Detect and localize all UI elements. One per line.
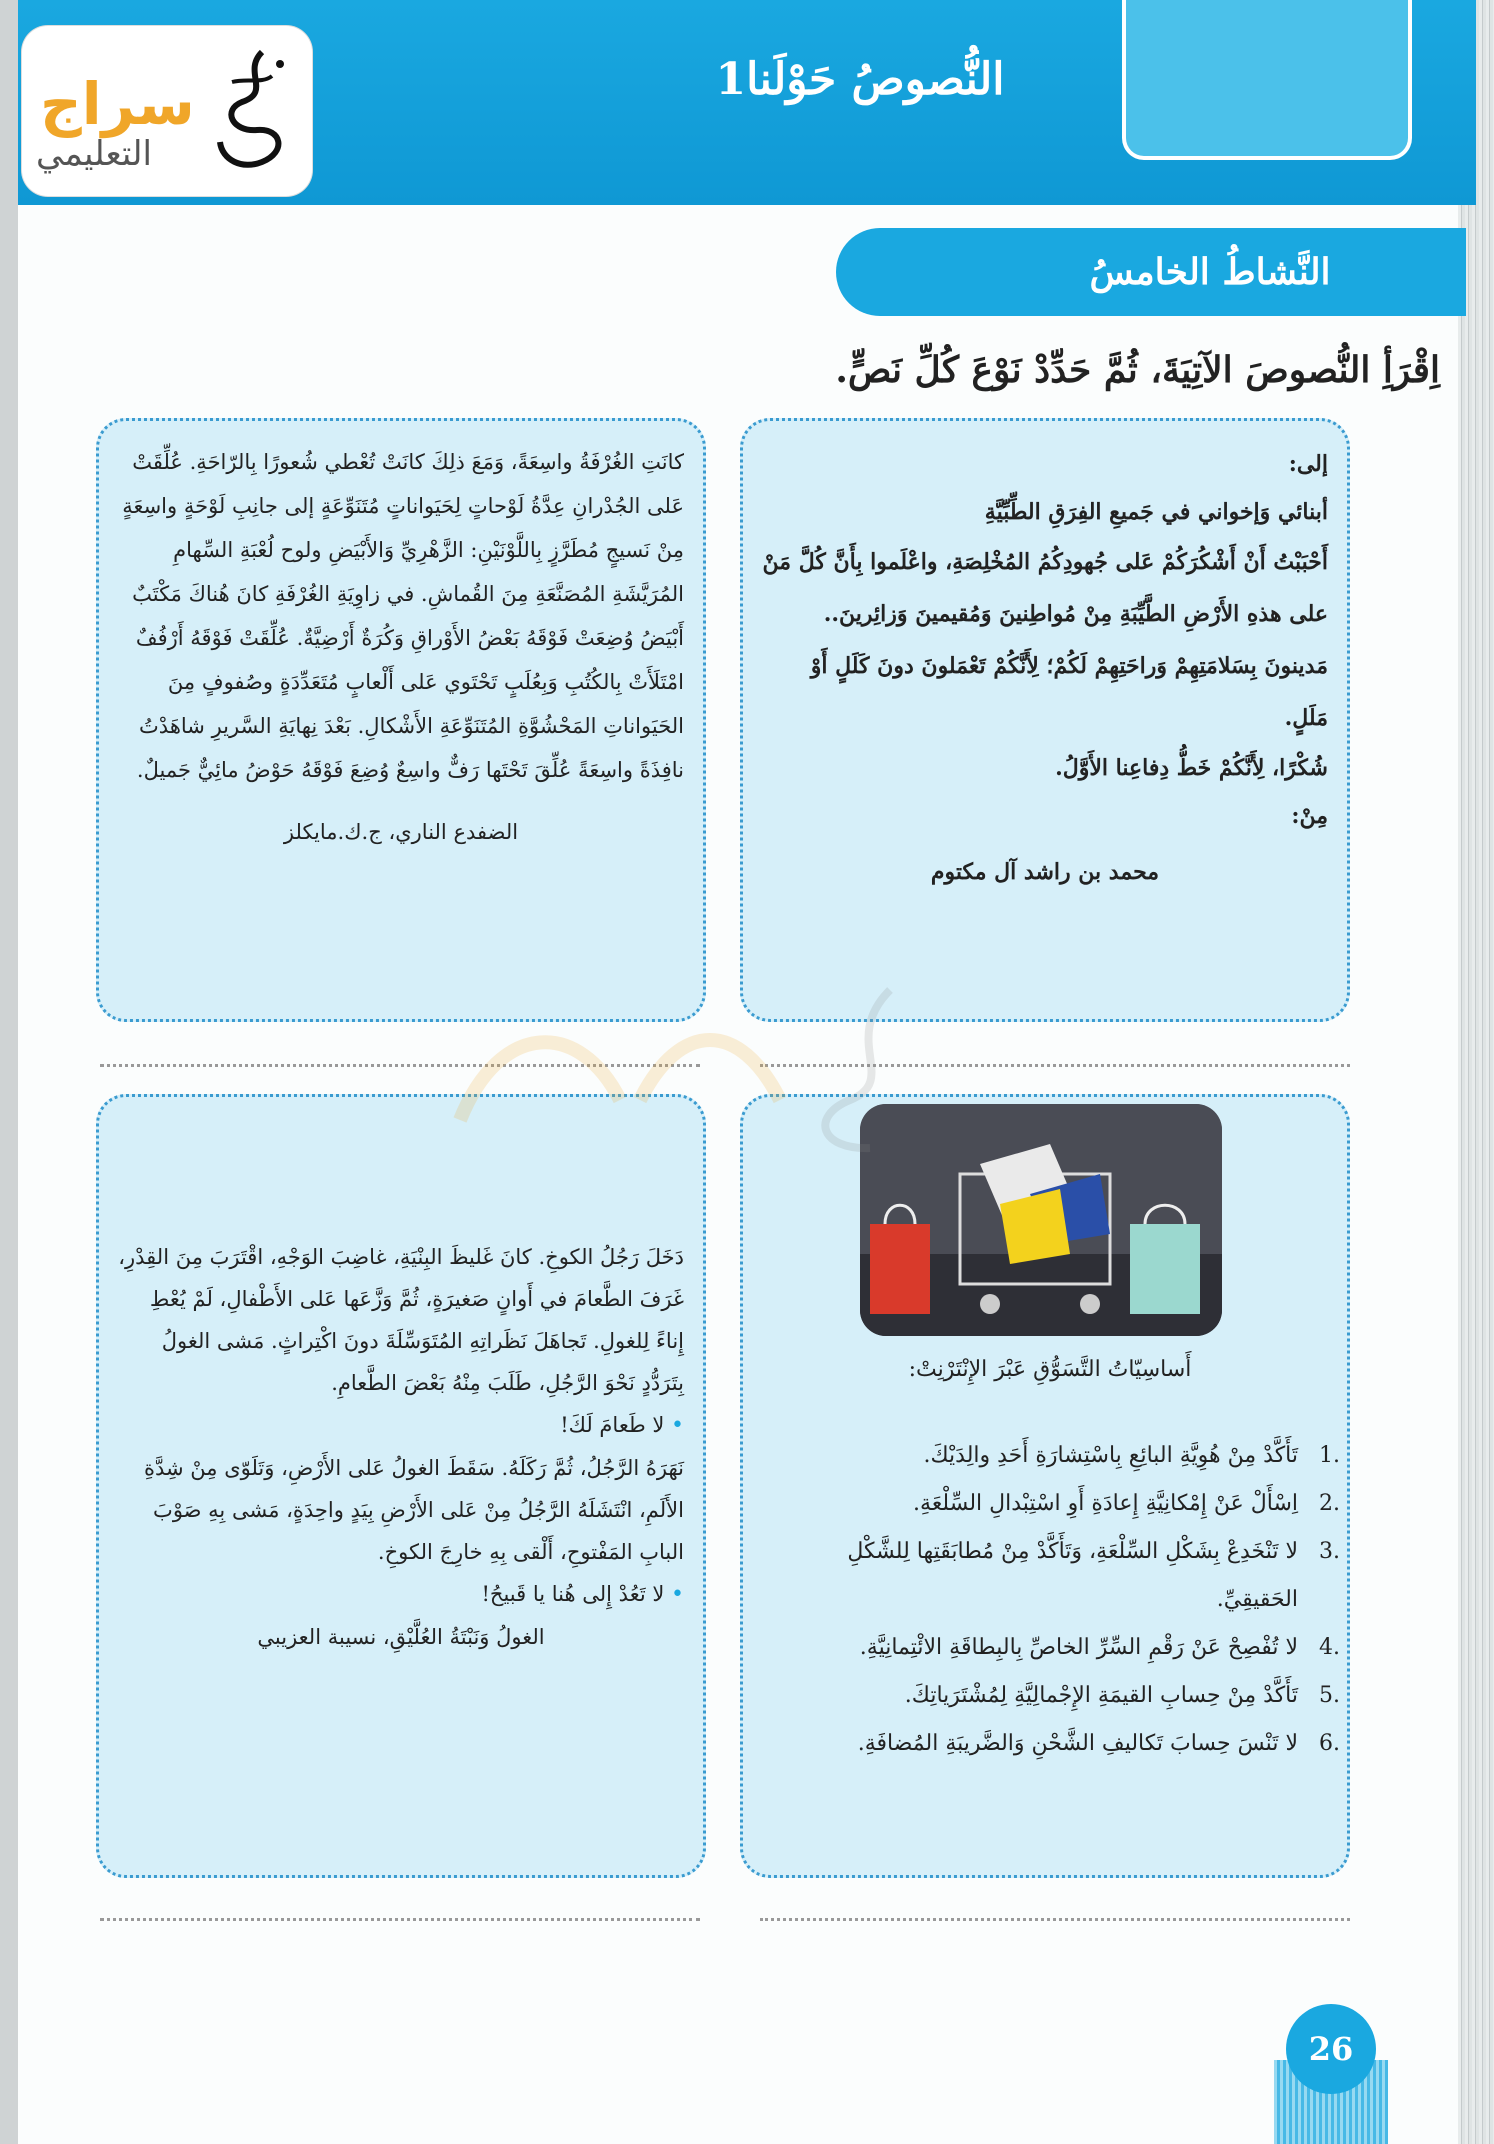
letter-text <box>762 440 1328 896</box>
brand-logo <box>22 26 312 196</box>
page-title: النُّصوصُ حَوْلَنا1 <box>715 54 1005 105</box>
divider-right-bottom <box>760 1918 1350 1921</box>
story-text <box>118 1236 684 1658</box>
letter-recipient: أبنائي وَإخواني في جَميعِ الفِرَقِ الطِّبِّيَّةِ <box>984 499 1328 525</box>
book-spine <box>1458 0 1494 2144</box>
list-item: 2. اِسْأَلْ عَنْ إِمْكانِيَّةِ إِعادَةِ أَوِ اسْتِبْدالِ السِّلْعَةِ. <box>913 1491 1340 1516</box>
letter-to-label: إلى: <box>1288 451 1328 477</box>
shopping-caption: أَساسِيّاتُ التَّسَوُّقِ عَبْرَ الإِنْتَرْنِتْ: <box>908 1357 1192 1382</box>
shopping-tips-list <box>760 1432 1340 1768</box>
list-item: 4. لا تُفْصِحْ عَنْ رَقْمِ السِّرِّ الخاصِّ بِالبِطاقَةِ الائْتِمانِيَّةِ. <box>859 1635 1340 1660</box>
page-number: 26 <box>1286 2004 1376 2094</box>
bullet-icon: • <box>671 1413 684 1438</box>
logo-name-primary: سراج <box>40 70 195 138</box>
story-para-1: دَخَلَ رَجُلُ الكوخِ. كانَ غَليظَ البِنْيَةِ، غاضِبَ الوَجْهِ، اقْتَرَبَ مِنَ القِدْرِ، غَرَفَ الطَّعامَ في أَوانٍ صَغيرَةٍ، ثُمَّ وَزَّعَها عَلى الأَطْفالِ، لَمْ يُعْطِ إِناءً لِلغولِ. تَجاهَلَ نَظَراتِهِ المُتَوَسِّلَةَ دونَ اكْتِراثٍ. مَشى الغولُ بِتَرَدُّدٍ نَحْوَ الرَّجُلِ، طَلَبَ مِنْهُ بَعْضَ الطَّعامِ. <box>118 1245 684 1395</box>
story-quote-2: • لا تَعُدْ إِلى هُنا يا قَبيحُ! <box>481 1582 684 1607</box>
list-item: 3. لا تَنْخَدِعْ بِشَكْلِ السِّلْعَةِ، وَتَأَكَّدْ مِنْ مُطابَقَتِها لِلشَّكْلِ الحَقيقِيِّ. <box>847 1539 1340 1612</box>
letter-body: أَحْبَبْتُ أَنْ أَشْكُرَكُمْ عَلى جُهودِكُمُ المُخْلِصَةِ، واعْلَموا بِأَنَّ كُلَّ مَنْ على هذهِ الأَرْضِ الطَّيِّبَةِ مِنْ مُواطِنينَ وَمُقيمينَ وَزائِرينَ.. مَدينونَ بِسَلامَتِهِمْ وَراحَتِهِمْ لَكُمْ؛ لِأَنَّكُمْ تَعْمَلونَ دونَ كَلَلٍ أَوْ مَلَلٍ. <box>762 549 1328 731</box>
story-para-2: نَهَرَهُ الرَّجُلُ، ثُمَّ رَكَلَهُ. سَقَطَ الغولُ عَلى الأَرْضِ، وَتَلَوّى مِنْ شِدَّةِ الأَلَمِ، انْتَشَلَهُ الرَّجُلُ مِنْ عَلى الأَرْضِ بِيَدٍ واحِدَةٍ، مَشى بِهِ صَوْبَ البابِ المَفْتوحِ، أَلْقى بِهِ خارِجَ الكوخِ. <box>143 1456 684 1564</box>
divider-left-bottom <box>100 1918 700 1921</box>
shopping-bags-image <box>860 1104 1222 1336</box>
header-tab <box>1122 0 1412 160</box>
shopping-bags-icon <box>860 1104 1222 1336</box>
activity-title: النَّشاطُ الخامسُ <box>1089 251 1331 293</box>
story-source: الغولُ وَنَبْتَةُ العُلَّيْقِ، نسيبة العزيبي <box>257 1625 545 1649</box>
list-item: 1. تَأَكَّدْ مِنْ هُوِيَّةِ البائِعِ بِاسْتِشارَةِ أَحَدِ والِدَيْكَ. <box>923 1443 1340 1468</box>
letter-signature: محمد بن راشد آل مكتوم <box>930 859 1160 885</box>
bullet-icon: • <box>671 1582 684 1607</box>
description-source: الضفدع الناري، ج.ك.مايكلز <box>283 820 519 844</box>
list-item: 6. لا تَنْسَ حِسابَ تَكاليفِ الشَّحْنِ وَالضَّريبَةِ المُضافَةِ. <box>857 1731 1340 1756</box>
divider-right-top <box>760 1064 1350 1067</box>
description-body: كانَتِ الغُرْفَةُ واسِعَةً، وَمَعَ ذلِكَ كانَتْ تُعْطي شُعورًا بِالرّاحَةِ. عُلِّقَتْ عَلى الجُدْرانِ عِدَّةُ لَوْحاتٍ لِحَيَواناتٍ مُتَنَوِّعَةٍ إلى جانِبِ لَوْحَةٍ واسِعَةٍ مِنْ نَسيجٍ مُطَرَّزٍ بِاللَّوْنَيْنِ: الزَّهْرِيِّ وَالأَبْيَضِ ولوح لُعْبَةِ السِّهامِ المُرَيَّشَةِ المُصَنَّعَةِ مِنَ القُماشِ. في زاوِيَةِ الغُرْفَةِ كانَ هُناكَ مَكْتَبٌ أَبْيَضُ وُضِعَتْ فَوْقَهُ بَعْضُ الأَوْراقِ وَكُرَةٌ أَرْضِيَّةٌ. عُلِّقَتْ فَوْقَهُ أَرْفُفٌ امْتَلَأَتْ بِالكُتُبِ وَبِعُلَبٍ تَحْتَوي عَلى أَلْعابٍ مُتَعَدِّدَةٍ وصُفوفٍ مِنَ الحَيَواناتِ المَحْشُوَّةِ المُتَنَوِّعَةِ الأَشْكالِ. بَعْدَ نِهايَةِ السَّريرِ شاهَدْتُ نافِذَةً واسِعَةً عُلِّقَ تَحْتَها رَفٌّ واسِعٌ وُضِعَ فَوْقَهُ حَوْضُ مائِيٌّ جَميلٌ. <box>122 450 684 782</box>
logo-name-secondary: التعليمي <box>36 134 152 174</box>
activity-instruction: اِقْرَأِ النُّصوصَ الآتِيَةَ، ثُمَّ حَدِّدْ نَوْعَ كُلِّ نَصٍّ. <box>835 349 1440 391</box>
divider-left-top <box>100 1064 700 1067</box>
letter-from-label: مِنْ: <box>1291 803 1328 829</box>
description-text <box>118 440 684 854</box>
calligraphy-mark-icon <box>202 42 302 182</box>
story-quote-1: • لا طَعامَ لَكَ! <box>560 1413 684 1438</box>
list-item: 5. تَأَكَّدْ مِنْ حِسابِ القيمَةِ الإِجْمالِيَّةِ لِمُشْتَرَياتِكَ. <box>904 1683 1340 1708</box>
letter-thanks: شُكْرًا، لِأَنَّكُمْ خَطُّ دِفاعِنا الأَوَّلُ. <box>1055 755 1328 781</box>
